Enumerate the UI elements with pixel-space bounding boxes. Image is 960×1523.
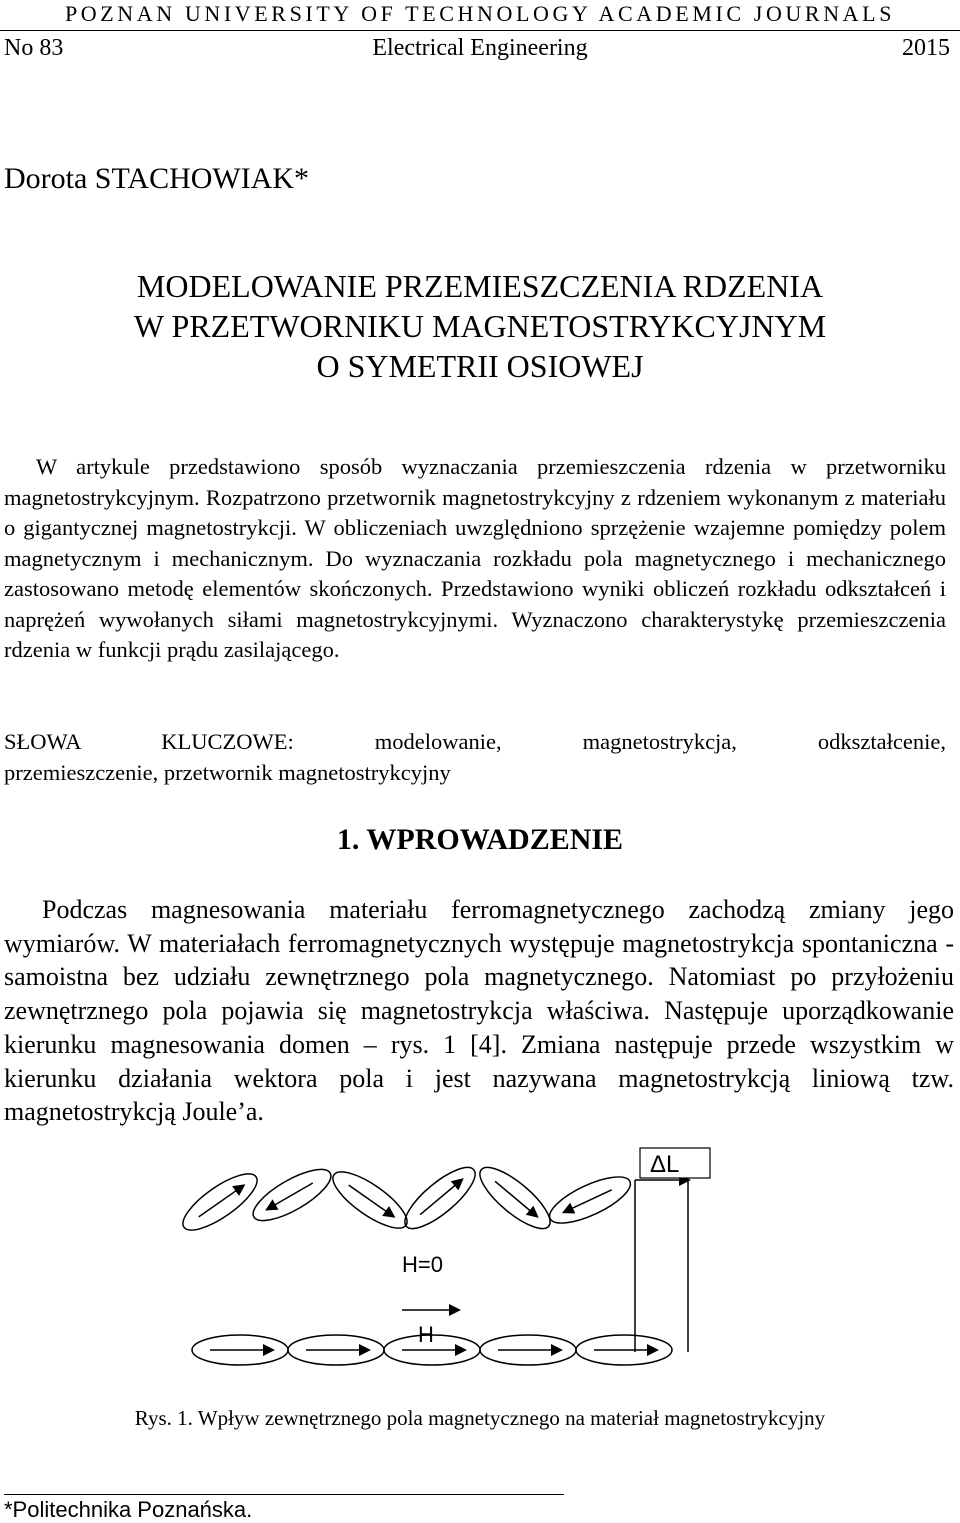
abstract xyxy=(4,452,946,666)
domain-ellipse xyxy=(397,1158,484,1238)
domain-ellipse xyxy=(192,1335,288,1365)
domain-ellipse xyxy=(288,1335,384,1365)
domain-ellipse xyxy=(480,1335,576,1365)
issue-number: No 83 xyxy=(4,35,64,61)
elongation-marker xyxy=(635,1148,710,1352)
abstract-text: W artykule przedstawiono sposób wyznaczania przemieszczenia rdzenia w przetworniku magnetostrykcyjnym. Rozpatrzono przetwornik magnetostrykcyjny z rdzeniem wykonanym z materiału o gigantycznej magnetostrykcji. W obliczeniach uwzględniono sprzężenie wzajemne pomiędzy polem magnetycznym i mechanicznym. Do wyznaczania rozkładu pola magnetycznego i mechanicznego zastosowano metodę elementów skończonych. Przedstawiono wyniki obliczeń rozkładu odkształceń i naprężeń wywołanych siłami magnetostrykcyjnymi. Wyznaczono charakterystykę przemieszczenia rdzenia w funkcji prądu zasilającego. xyxy=(4,454,946,662)
domain-diagram xyxy=(170,1140,730,1390)
intro-section xyxy=(4,893,954,1129)
section-heading: 1. WPROWADZENIE xyxy=(336,823,624,856)
intro-paragraph: Podczas magnesowania materiału ferromagnetycznego zachodzą zmiany jego wymiarów. W materiałach ferromagnetycznych występuje magnetostrykcja spontaniczna - samoistna bez udziału zewnętrznego pola magnetycznego. Natomiast po przyłożeniu zewnętrznego pola pojawia się magnetostrykcja właściwa. Następuje uporządkowanie kierunku magnesowania domen – rys. 1 [4]. Zmiana następuje przede wszystkim w kierunku działania wektora pola i jest nazywana magnetostrykcją liniową tzw. magnetostrykcją Joule’a. xyxy=(4,895,954,1127)
domain-ellipse xyxy=(472,1158,559,1238)
domain-row-unmagnetized xyxy=(175,1158,636,1239)
author-name: Dorota STACHOWIAK* xyxy=(4,162,310,195)
h-zero-label: H=0 xyxy=(402,1252,443,1277)
publication-year: 2015 xyxy=(902,35,950,61)
domain-ellipse xyxy=(246,1160,337,1230)
keywords xyxy=(4,727,946,788)
journal-name: POZNAN UNIVERSITY OF TECHNOLOGY ACADEMIC JOURNALS xyxy=(64,1,896,26)
title-line-3: O SYMETRII OSIOWEJ xyxy=(316,348,644,384)
delta-l-label: ΔL xyxy=(650,1151,680,1178)
header-rule xyxy=(0,30,960,31)
domain-ellipse xyxy=(175,1164,264,1239)
title-line-1: MODELOWANIE PRZEMIESZCZENIA RDZENIA xyxy=(136,268,824,304)
h-field-label: H xyxy=(418,1322,434,1347)
footnote-rule xyxy=(4,1494,564,1495)
keywords-line-1: SŁOWA KLUCZOWE: modelowanie, magnetostrykcja, odkształcenie, xyxy=(4,729,946,754)
domain-ellipse xyxy=(544,1168,636,1232)
title-line-2: W PRZETWORNIKU MAGNETOSTRYKCYJNYM xyxy=(133,308,827,344)
figure-caption: Rys. 1. Wpływ zewnętrznego pola magnetycznego na materiał magnetostrykcyjny xyxy=(134,1406,826,1430)
figure-domains xyxy=(170,1140,730,1390)
domain-ellipse xyxy=(576,1335,672,1365)
footnote: *Politechnika Poznańska. xyxy=(4,1497,253,1522)
journal-field: Electrical Engineering xyxy=(372,35,588,61)
field-arrow xyxy=(402,1310,458,1347)
domain-ellipse xyxy=(325,1162,414,1237)
keywords-line-2: przemieszczenie, przetwornik magnetostrykcyjny xyxy=(4,759,451,785)
